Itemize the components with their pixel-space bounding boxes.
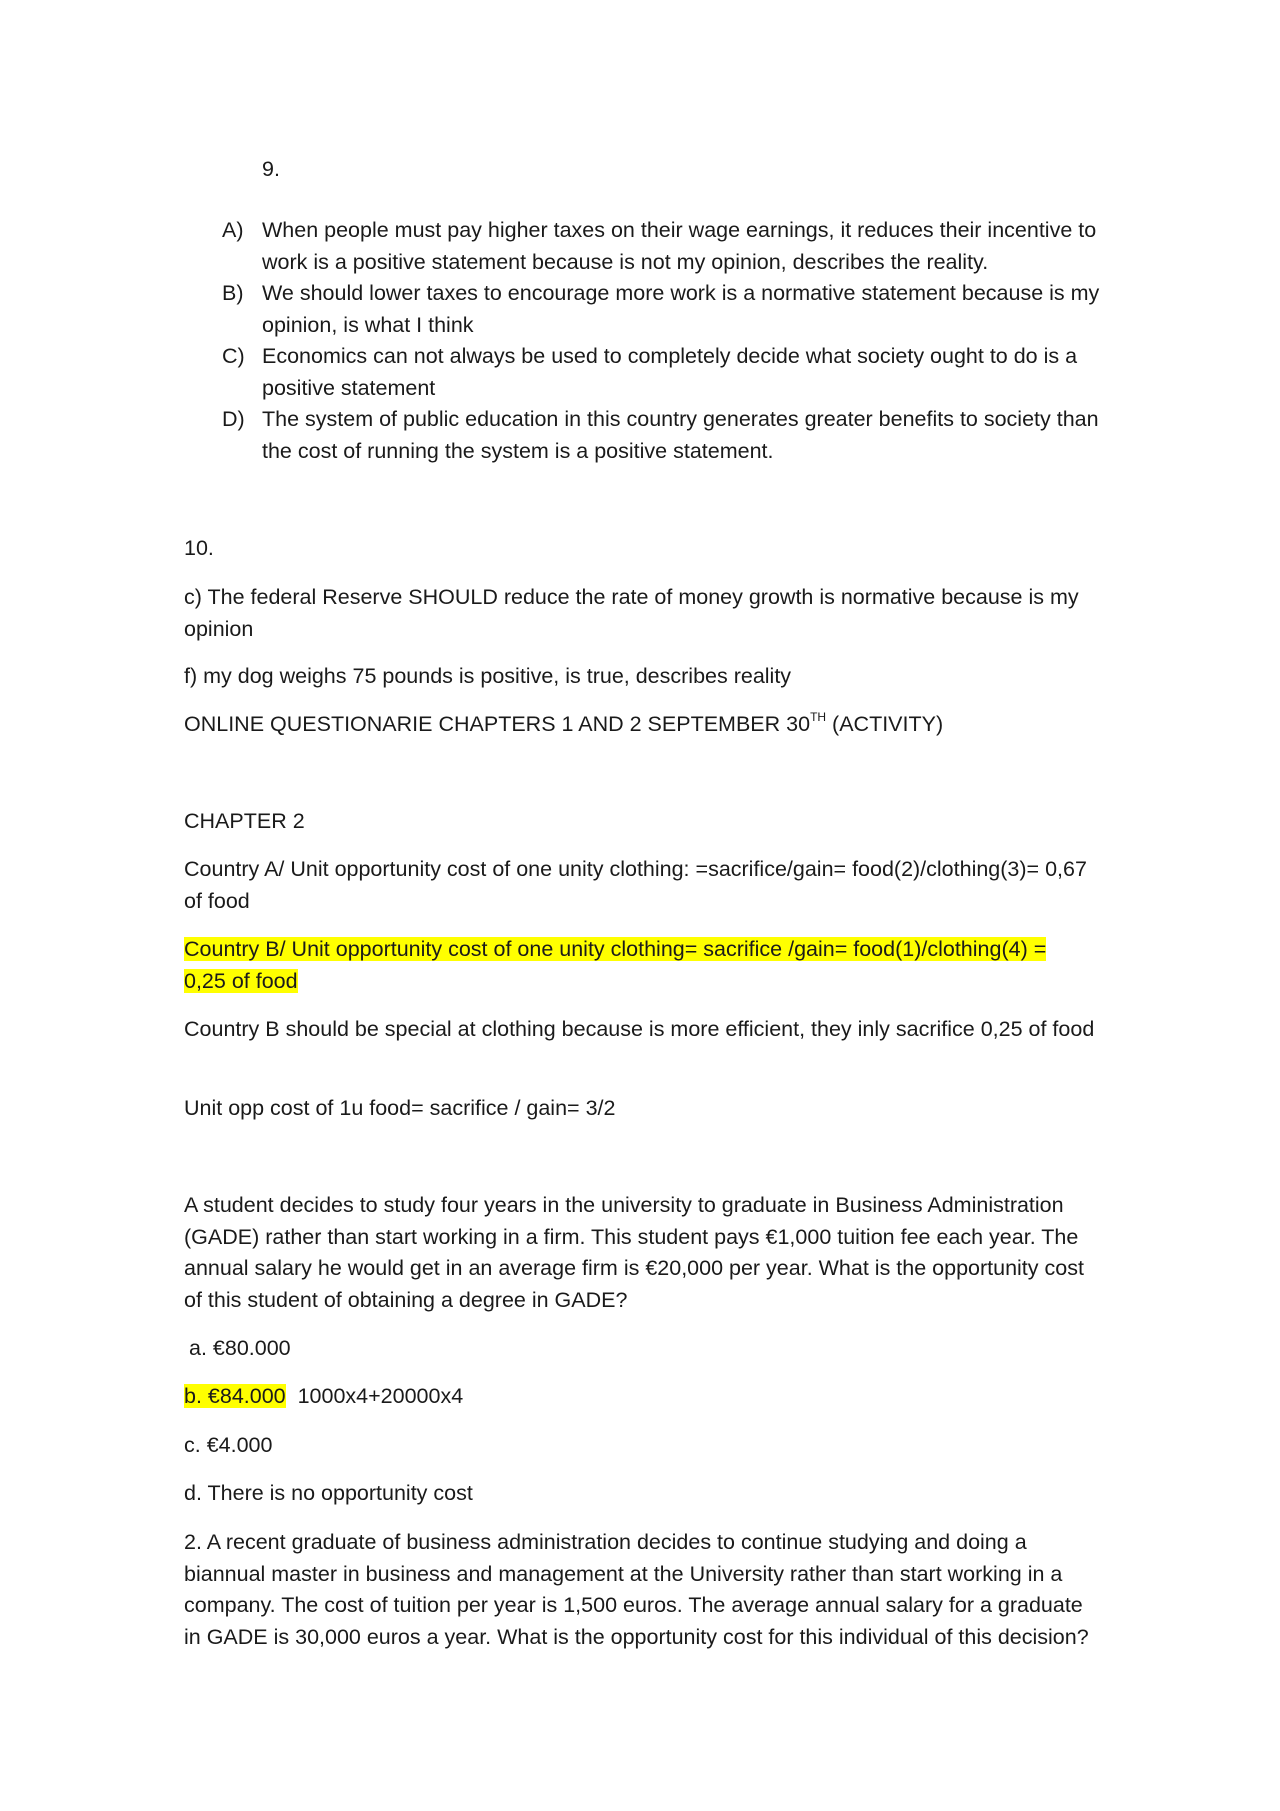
question-10-answer-f: f) my dog weighs 75 pounds is positive, is true, describes reality — [184, 664, 792, 688]
highlighted-text: 0,25 of food — [184, 968, 298, 993]
chapter-2-title: CHAPTER 2 — [184, 809, 305, 833]
list-item — [222, 278, 1102, 341]
list-marker: A) — [222, 218, 244, 242]
list-item-text: Economics can not always be used to completely decide what society ought to do is a positive statement — [262, 344, 1078, 400]
list-item — [222, 404, 1102, 467]
highlighted-answer: b. €84.000 — [184, 1384, 286, 1408]
list-item — [222, 341, 1102, 404]
question-2-text: 2. A recent graduate of business administration decides to continue studying and doing a biannual master in business and management at the University rather than start working in a company. The cost of tuition per year is 1,500 euros. The average annual salary for a graduate in GADE is 30,000 euros a year. What is the opportunity cost for this individual of this decision? — [184, 1530, 1089, 1649]
unit-opp-cost-paragraph: Unit opp cost of 1u food= sacrifice / gain= 3/2 — [184, 1096, 616, 1120]
question-9-number: 9. — [262, 157, 280, 181]
heading-main: ONLINE QUESTIONARIE CHAPTERS 1 AND 2 SEPTEMBER 30 — [184, 712, 811, 736]
question-1-text: A student decides to study four years in the university to graduate in Business Administration (GADE) rather than start working in a firm. This student pays €1,000 tuition fee each year. The annual salary he would get in an average firm is €20,000 per year. What is the opportunity cost of this student of obtaining a degree in GADE? — [184, 1193, 1084, 1312]
heading-tail: (ACTIVITY) — [826, 712, 944, 736]
country-a-paragraph: Country A/ Unit opportunity cost of one unity clothing: =sacrifice/gain= food(2)/clothing(3)= 0,67 of food — [184, 857, 1087, 913]
list-item-text: When people must pay higher taxes on their wage earnings, it reduces their incentive to work is a positive statement because is not my opinion, describes the reality. — [262, 218, 1097, 274]
question-9-list — [222, 215, 1102, 467]
list-item — [222, 215, 1102, 278]
highlighted-text: Country B/ Unit opportunity cost of one unity clothing= sacrifice /gain= food(1)/clothing(4) = — [184, 937, 1047, 961]
online-questionnaire-heading — [184, 709, 1104, 741]
country-b-special-paragraph: Country B should be special at clothing because is more efficient, they inly sacrifice 0,25 of food — [184, 1017, 1095, 1041]
list-marker: B) — [222, 281, 244, 305]
option-b-calculation: 1000x4+20000x4 — [297, 1384, 464, 1408]
list-item-text: We should lower taxes to encourage more work is a normative statement because is my opinion, is what I think — [262, 281, 1100, 337]
question-10-answer-c: c) The federal Reserve SHOULD reduce the rate of money growth is normative because is my opinion — [184, 585, 1079, 641]
list-item-text: The system of public education in this country generates greater benefits to society than the cost of running the system is a positive statement. — [262, 407, 1099, 463]
option-b — [184, 1381, 1104, 1413]
option-c: c. €4.000 — [184, 1433, 273, 1457]
list-marker: C) — [222, 344, 245, 368]
option-d: d. There is no opportunity cost — [184, 1481, 473, 1505]
country-b-paragraph — [184, 934, 1104, 997]
list-marker: D) — [222, 407, 245, 431]
heading-superscript: TH — [810, 710, 827, 724]
option-a: a. €80.000 — [189, 1336, 291, 1360]
question-10-number: 10. — [184, 536, 214, 560]
